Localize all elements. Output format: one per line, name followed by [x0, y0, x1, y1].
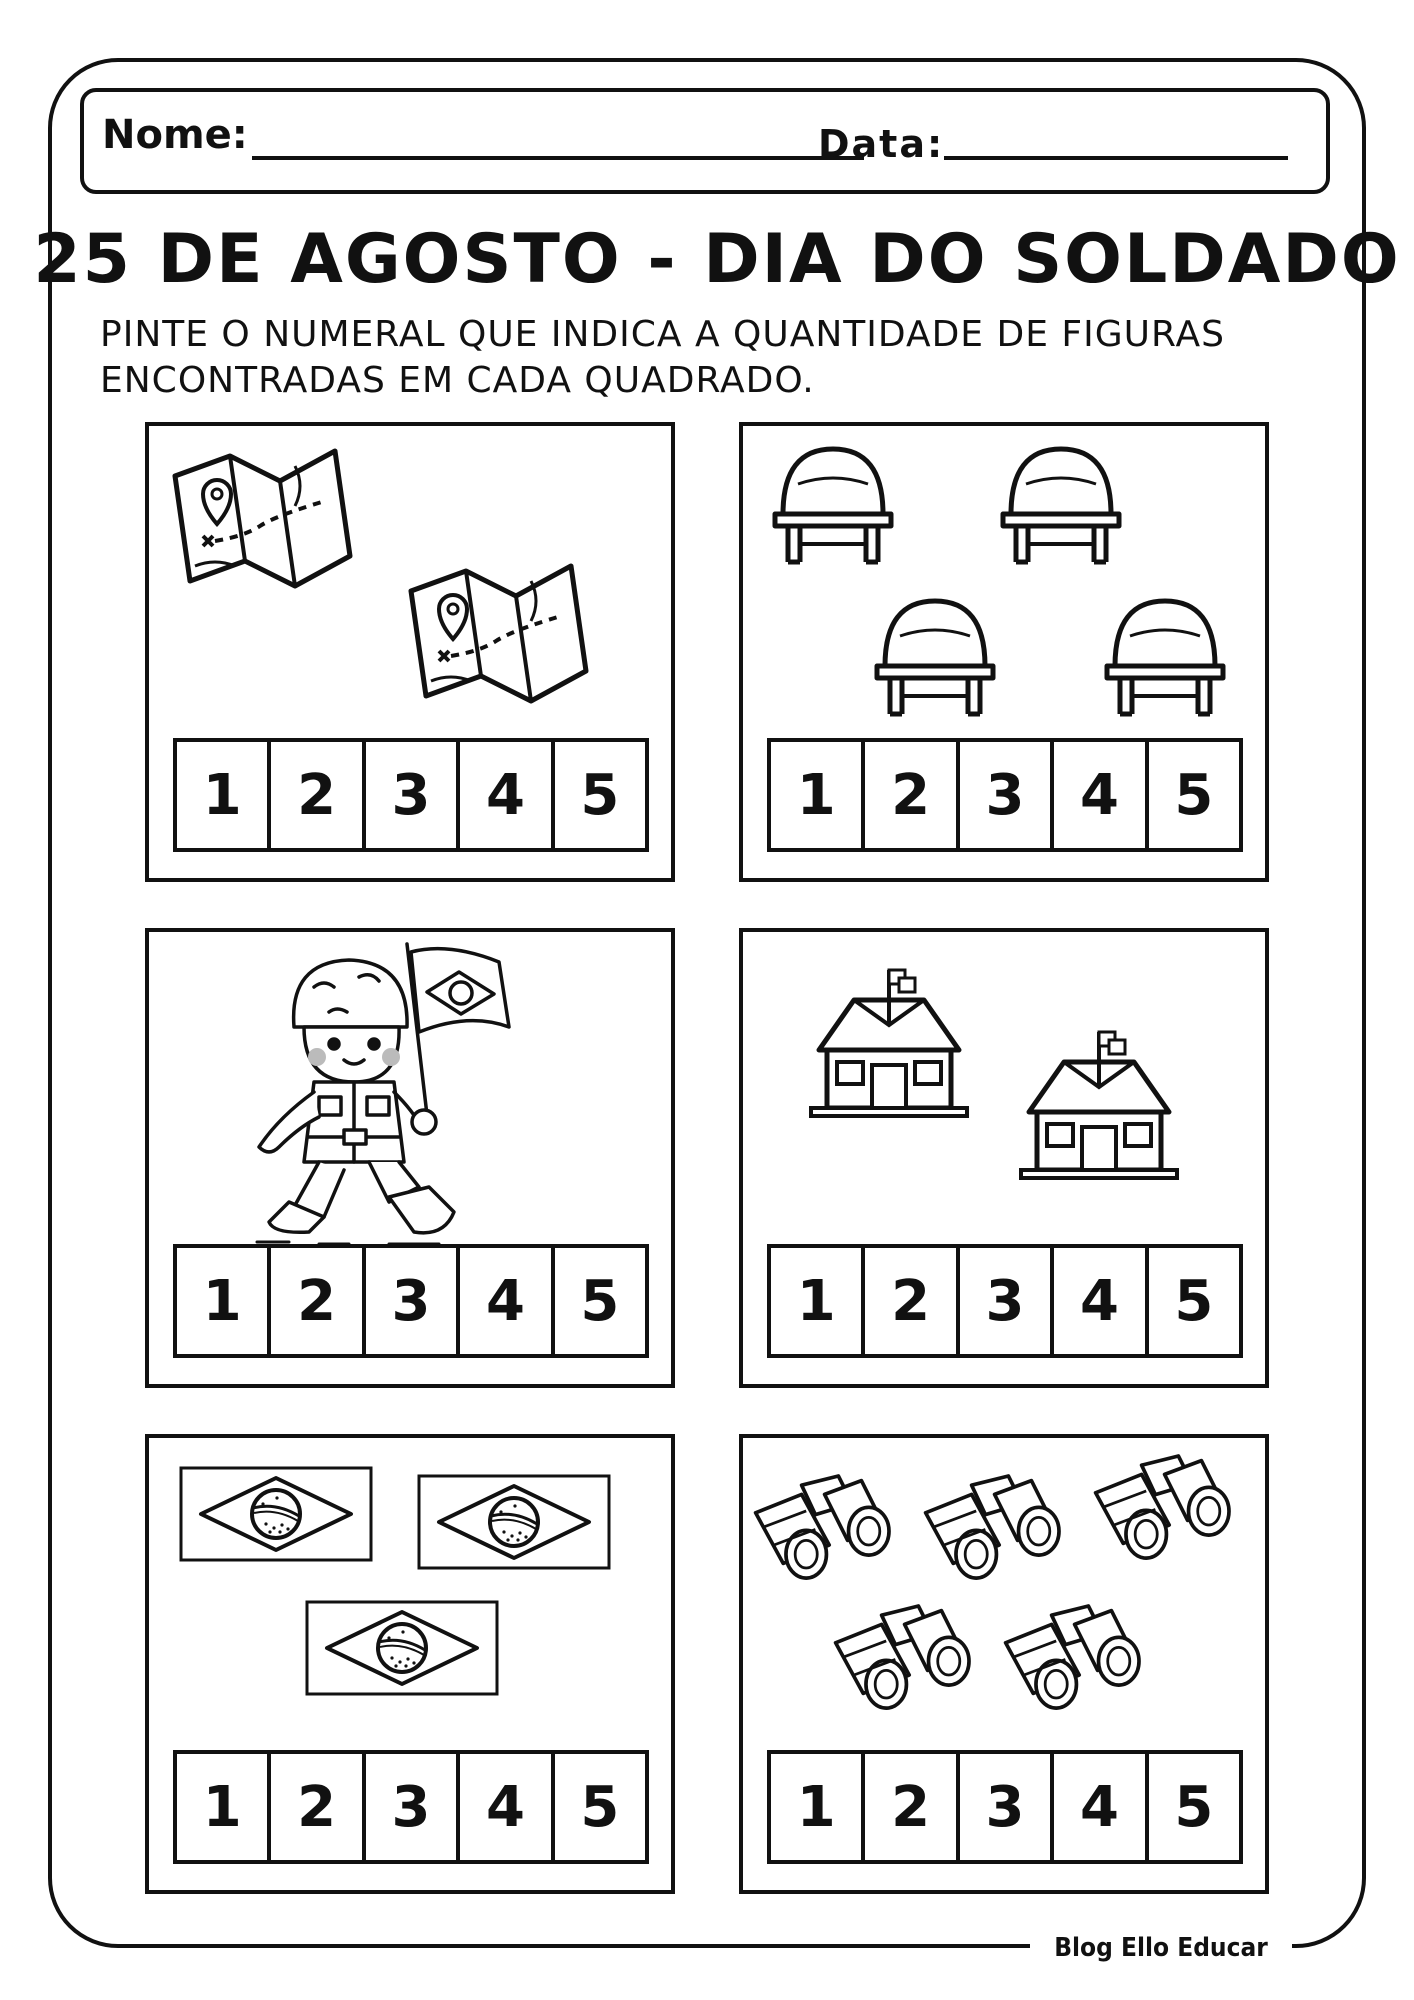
numeral-box-4[interactable]: 4	[1050, 1750, 1148, 1864]
tent-figures	[743, 932, 1265, 1252]
counting-panel-maps	[145, 422, 675, 882]
numeral-row	[767, 1244, 1243, 1358]
numeral-box-2[interactable]: 2	[861, 1244, 959, 1358]
numeral-box-4[interactable]: 4	[1050, 1244, 1148, 1358]
helmet-figures	[743, 426, 1265, 746]
numeral-box-1[interactable]: 1	[173, 1750, 271, 1864]
numeral-box-2[interactable]: 2	[861, 738, 959, 852]
helmet-icon	[1003, 449, 1119, 562]
date-label: Data:	[818, 122, 945, 166]
numeral-box-5[interactable]: 5	[551, 1750, 649, 1864]
soldier-illustration	[149, 932, 671, 1252]
brazil-flag-icon	[307, 1602, 497, 1694]
counting-panel-flags	[145, 1434, 675, 1894]
binoculars-icon	[756, 1476, 889, 1578]
numeral-box-2[interactable]: 2	[267, 1244, 365, 1358]
numeral-row	[173, 1750, 649, 1864]
numeral-box-4[interactable]: 4	[456, 1750, 554, 1864]
date-field[interactable]	[944, 156, 1288, 160]
helmet-icon	[1107, 601, 1223, 714]
numeral-box-3[interactable]: 3	[362, 1750, 460, 1864]
numeral-box-3[interactable]: 3	[956, 1244, 1054, 1358]
numeral-box-5[interactable]: 5	[1145, 1750, 1243, 1864]
tent-icon	[811, 970, 967, 1116]
numeral-box-3[interactable]: 3	[956, 738, 1054, 852]
tent-icon	[1021, 1032, 1177, 1178]
numeral-box-5[interactable]: 5	[551, 1244, 649, 1358]
helmet-icon	[775, 449, 891, 562]
map-icon	[411, 566, 586, 701]
binoculars-figures	[743, 1438, 1265, 1758]
numeral-row	[767, 1750, 1243, 1864]
name-label: Nome:	[102, 112, 248, 158]
binoculars-icon	[1006, 1606, 1139, 1708]
numeral-box-3[interactable]: 3	[362, 738, 460, 852]
binoculars-icon	[926, 1476, 1059, 1578]
numeral-box-5[interactable]: 5	[551, 738, 649, 852]
brazil-flag-icon	[419, 1476, 609, 1568]
name-field[interactable]	[252, 156, 864, 160]
numeral-box-4[interactable]: 4	[456, 738, 554, 852]
counting-panel-tents	[739, 928, 1269, 1388]
brazil-flag-icon	[181, 1468, 371, 1560]
flag-figures	[149, 1438, 671, 1758]
numeral-box-3[interactable]: 3	[362, 1244, 460, 1358]
numeral-row	[173, 738, 649, 852]
numeral-box-2[interactable]: 2	[267, 738, 365, 852]
binoculars-icon	[836, 1606, 969, 1708]
numeral-box-1[interactable]: 1	[767, 1750, 865, 1864]
instructions: PINTE O NUMERAL QUE INDICA A QUANTIDADE DE FIGURAS ENCONTRADAS EM CADA QUADRADO.	[100, 314, 1226, 401]
numeral-box-4[interactable]: 4	[456, 1244, 554, 1358]
footer-credit: Blog Ello Educar	[1054, 1933, 1268, 1963]
numeral-box-4[interactable]: 4	[1050, 738, 1148, 852]
numeral-box-1[interactable]: 1	[173, 738, 271, 852]
header-box	[80, 88, 1330, 194]
numeral-box-2[interactable]: 2	[861, 1750, 959, 1864]
counting-panel-soldier	[145, 928, 675, 1388]
map-icon	[175, 451, 350, 586]
map-figures	[149, 426, 671, 746]
numeral-box-1[interactable]: 1	[173, 1244, 271, 1358]
numeral-box-1[interactable]: 1	[767, 1244, 865, 1358]
numeral-box-5[interactable]: 5	[1145, 1244, 1243, 1358]
counting-panel-binoculars	[739, 1434, 1269, 1894]
page-title: 25 DE AGOSTO - DIA DO SOLDADO	[33, 220, 1401, 299]
numeral-row	[173, 1244, 649, 1358]
numeral-row	[767, 738, 1243, 852]
numeral-box-3[interactable]: 3	[956, 1750, 1054, 1864]
numeral-box-2[interactable]: 2	[267, 1750, 365, 1864]
numeral-box-1[interactable]: 1	[767, 738, 865, 852]
counting-panel-helmets	[739, 422, 1269, 882]
helmet-icon	[877, 601, 993, 714]
numeral-box-5[interactable]: 5	[1145, 738, 1243, 852]
binoculars-icon	[1096, 1456, 1229, 1558]
